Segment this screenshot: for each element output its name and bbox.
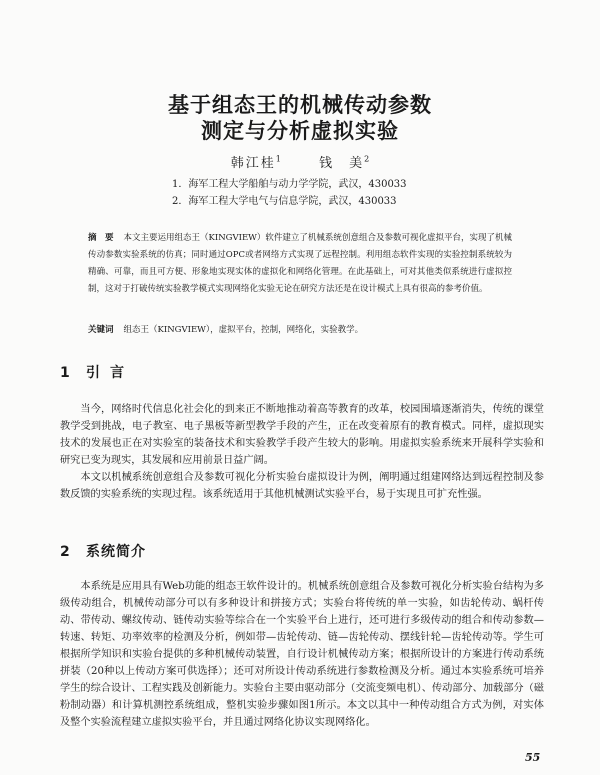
paragraph: 本系统是应用具有Web功能的组态王软件设计的。机械系统创意组合及参数可视化分析实验台结构为多级传动组合，机械传动部分可以有多种设计和拼接方式；实验台将传统的单一实验，如齿轮传动、蜗杆传动、带传动、螺纹传动、链传动实验等综合在一个实验平台上进行，还可进行多级传动的组合和传动参数—转速、转矩、功率效率的检测及分析，例如带—齿轮传动、链—齿轮传动、摆线针轮—齿轮传动等。学生可根据所学知识和实验台提供的多种机械传动装置，自行设计机械传动方案；根据所设计的方案进行传动系统拼装（20种以上传动方案可供选择）；还可对所设计传动系统进行参数检测及分析。通过本实验系统可培养学生的综合设计、工程实践及创新能力。实验台主要由驱动部分（交流变频电机）、传动部分、加载部分（磁粉制动器）和计算机测控系统组成，整机实验步骤如图1所示。本文以其中一种传动组合方式为例，对实体及整个实验流程建立虚拟实验平台，并且通过网络化协议实现网络化。 (60, 581, 544, 728)
abstract-label: 摘 要 (88, 233, 114, 243)
affiliation-2: 2．海军工程大学电气与信息学院，武汉，430033 (172, 196, 397, 207)
section-number: 1 (60, 365, 70, 381)
section-title: 引言 (86, 365, 134, 381)
author-name: 钱 美 (319, 156, 365, 171)
section-heading-system-overview (60, 541, 146, 561)
paragraph: 本文以机械系统创意组合及参数可视化分析实验台虚拟设计为例，阐明通过组建网络达到远程控制及参数反馈的实验系统的实现过程。该系统适用于其他机械测试实验平台，易于实现且可扩充性强。 (60, 472, 544, 500)
author-affiliation-mark: 1 (275, 154, 281, 164)
author-line (0, 152, 600, 171)
keywords-text: 组态王（KINGVIEW），虚拟平台，控制，网络化，实验教学。 (123, 325, 364, 335)
author-name: 韩江桂 (230, 156, 276, 171)
section-heading-introduction (60, 362, 134, 382)
section-body-introduction (60, 401, 544, 503)
abstract (88, 230, 512, 298)
paper-title-line-2: 测定与分析虚拟实验 (201, 119, 399, 143)
section-number: 2 (60, 544, 70, 560)
author-affiliation-mark: 2 (364, 154, 370, 164)
section-body-system-overview (60, 578, 544, 731)
paper-title-line-1: 基于组态王的机械传动参数 (168, 93, 432, 117)
page-number: 55 (525, 751, 541, 764)
abstract-text: 本文主要运用组态王（KINGVIEW）软件建立了机械系统创意组合及参数可视化虚拟平台，实现了机械传动参数实验系统的仿真；同时通过OPC或者网络方式实现了远程控制。利用组态软件实现的实验控制系统较为精确、可靠，而且可方便、形象地实现实体的虚拟化和网络化管理。在此基础上，可对其他类似系统进行虚拟控制，这对于打破传统实验教学模式实现网络化实验无论在研究方法还是在设计模式上具有很高的参考价值。 (88, 233, 512, 294)
affiliation-1: 1．海军工程大学船舶与动力学学院，武汉，430033 (172, 179, 407, 190)
paragraph: 当今，网络时代信息化社会化的到来正不断地推动着高等教育的改革，校园围墙逐渐消失，传统的课堂教学受到挑战，电子教室、电子黑板等新型教学手段的产生，正在改变着原有的教育模式。同样，虚拟现实技术的发展也正在对实验室的装备技术和实验教学手段产生较大的影响。用虚拟实验系统来开展科学实验和研究已变为现实，其发展和应用前景日益广阔。 (60, 404, 544, 466)
keywords-label: 关键词 (88, 325, 114, 335)
section-title: 系统简介 (86, 544, 146, 560)
keywords (88, 323, 512, 337)
